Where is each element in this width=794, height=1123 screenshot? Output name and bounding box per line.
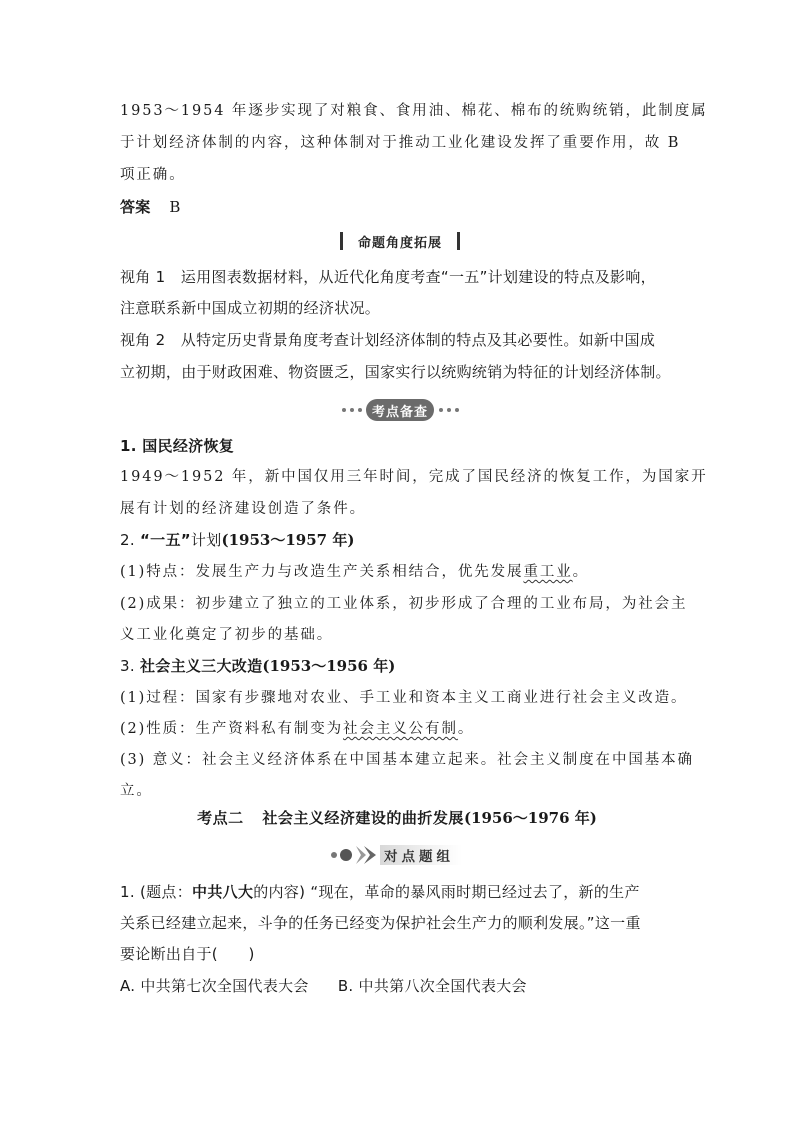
nature-text: (2)性质：生产资料私有制变为 — [120, 721, 344, 737]
banner-dot — [455, 408, 459, 412]
key-points-banner — [338, 399, 462, 421]
recovery-line-2: 展有计划的经济建设创造了条件。 — [120, 501, 366, 517]
heading-economic-recovery: 1. 国民经济恢复 — [120, 437, 235, 455]
angle-expansion-banner: 命题角度拓展 — [340, 232, 460, 250]
section-name: 社会主义经济建设的曲折发展 — [262, 809, 464, 827]
plan-results-line-2: 义工业化奠定了初步的基础。 — [120, 627, 334, 643]
section-title — [0, 808, 794, 828]
question-line-2: 关系已经建立起来，斗争的任务已经变为保护社会生产力的顺利发展。”这一重 — [120, 914, 641, 932]
heading-years: (1953～1957 年) — [221, 531, 355, 549]
heading-number: 2. — [120, 531, 140, 549]
question-topic: 中共八大 — [192, 883, 254, 901]
heading-bold: “一五” — [139, 531, 191, 549]
recovery-line-1: 1949～1952 年，新中国仅用三年时间，完成了国民经济的恢复工作，为国家开 — [120, 469, 708, 485]
features-label: (1)特点： — [120, 564, 196, 580]
question-prefix: 1. (题点： — [120, 883, 193, 901]
heading-three-transformations — [120, 656, 395, 676]
option-b: B. 中共第八次全国代表大会 — [337, 977, 527, 995]
banner-dot — [439, 408, 443, 412]
features-end: 。 — [572, 564, 590, 580]
public-ownership-term: 社会主义公有制 — [343, 721, 458, 737]
answer-value: B — [169, 198, 181, 216]
nature-end: 。 — [457, 721, 475, 737]
key-points-label: 考点备查 — [366, 399, 434, 421]
option-a: A. 中共第七次全国代表大会 — [120, 977, 309, 995]
banner-dot — [447, 408, 451, 412]
plan-results-line-1: (2)成果：初步建立了独立的工业体系，初步形成了合理的工业布局，为社会主 — [120, 596, 688, 612]
answer-label: 答案 — [120, 198, 151, 216]
heading-number: 3. — [120, 657, 140, 675]
question-line-1 — [120, 882, 640, 902]
transformation-process: (1)过程：国家有步骤地对农业、手工业和资本主义工商业进行社会主义改造。 — [120, 690, 688, 706]
exercise-group-label: 对点题组 — [380, 845, 462, 865]
intro-line-3: 项正确。 — [120, 167, 186, 183]
heading-bold: 社会主义三大改造 — [139, 657, 263, 675]
angle-2-line-1: 视角 2 从特定历史背景角度考查计划经济体制的特点及其必要性。如新中国成 — [120, 331, 656, 349]
question-line-3: 要论断出自于( ) — [120, 945, 255, 963]
plan-features — [120, 562, 589, 582]
arrow-bullets-icon — [328, 843, 380, 867]
banner-dot — [342, 408, 346, 412]
banner-dot — [350, 408, 354, 412]
answer-line — [120, 197, 180, 217]
transformation-significance-line-1: (3) 意义：社会主义经济体系在中国基本建立起来。社会主义制度在中国基本确 — [120, 752, 694, 768]
heavy-industry-term: 重工业 — [523, 564, 573, 580]
features-text: 发展生产力与改造生产关系相结合，优先发展 — [195, 564, 524, 580]
heading-text: 计划 — [190, 531, 222, 549]
angle-1-line-1: 视角 1 运用图表数据材料，从近代化角度考查“一五”计划建设的特点及影响， — [120, 268, 656, 286]
intro-line-1: 1953～1954 年逐步实现了对粮食、食用油、棉花、棉布的统购统销，此制度属 — [120, 103, 708, 119]
section-number: 考点二 — [197, 809, 244, 827]
transformation-nature — [120, 719, 474, 739]
heading-years: (1953～1956 年) — [262, 657, 396, 675]
banner-dot — [358, 408, 362, 412]
exercise-group-banner — [328, 843, 468, 867]
angle-1-line-2: 注意联系新中国成立初期的经济状况。 — [120, 299, 381, 317]
question-text: 的内容) “现在，革命的暴风雨时期已经过去了，新的生产 — [253, 883, 640, 901]
angle-2-line-2: 立初期，由于财政困难、物资匮乏，国家实行以统购统销为特征的计划经济体制。 — [120, 363, 671, 381]
heading-five-year-plan — [120, 530, 354, 550]
question-options — [120, 976, 527, 996]
section-years: (1956～1976 年) — [463, 809, 597, 827]
transformation-significance-line-2: 立。 — [120, 783, 153, 799]
intro-line-2: 于计划经济体制的内容，这种体制对于推动工业化建设发挥了重要作用，故 B — [120, 135, 681, 151]
